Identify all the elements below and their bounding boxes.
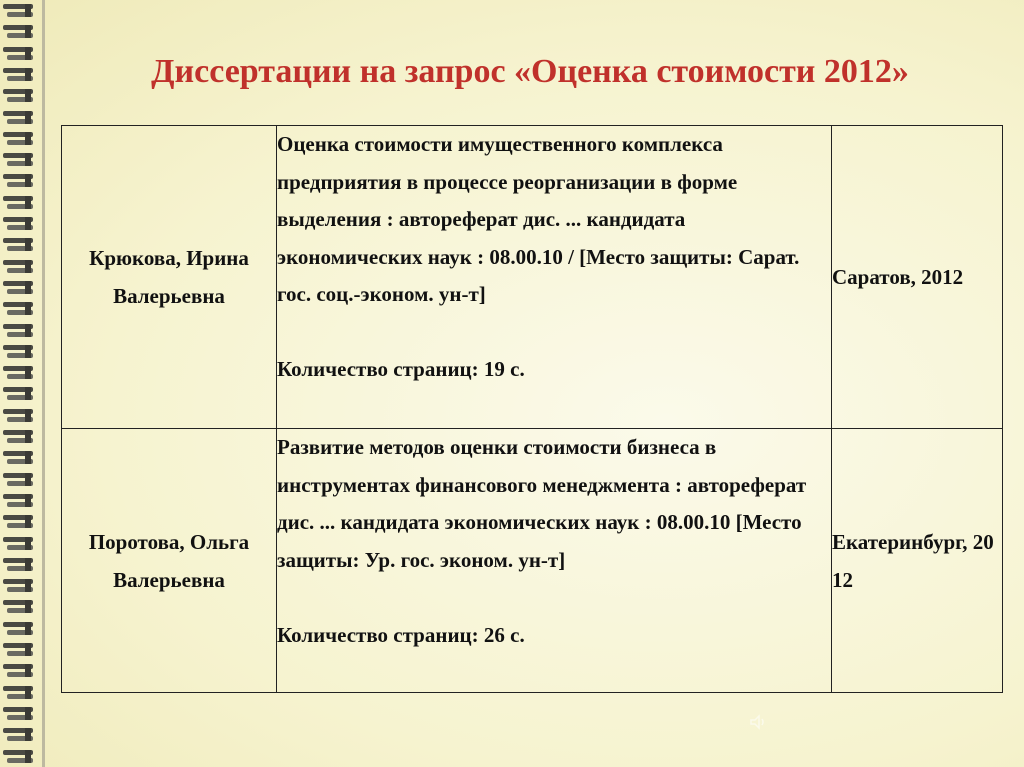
binding-ring <box>3 473 33 489</box>
binding-ring <box>3 537 33 553</box>
binding-ring <box>3 750 33 766</box>
binding-ring <box>3 25 33 41</box>
binding-ring <box>3 686 33 702</box>
binding-ring <box>3 515 33 531</box>
place-year-cell: Саратов, 2012 <box>832 126 1003 429</box>
binding-ring <box>3 196 33 212</box>
binding-ring <box>3 664 33 680</box>
table-row <box>62 126 1003 429</box>
binding-ring <box>3 707 33 723</box>
binding-ring <box>3 345 33 361</box>
author-cell: Поротова, Ольга Валерьевна <box>62 429 277 693</box>
binding-ring <box>3 430 33 446</box>
binding-ring <box>3 600 33 616</box>
binding-ring <box>3 238 33 254</box>
binding-ring <box>3 451 33 467</box>
binding-ring <box>3 494 33 510</box>
table-row <box>62 429 1003 693</box>
binding-ring <box>3 68 33 84</box>
binding-ring <box>3 89 33 105</box>
binding-ring <box>3 409 33 425</box>
slide-title: Диссертации на запрос «Оценка стоимости 2012» <box>151 53 909 90</box>
binding-ring <box>3 728 33 744</box>
binding-ring <box>3 643 33 659</box>
binding-ring <box>3 153 33 169</box>
binding-ring <box>3 217 33 233</box>
binding-ring <box>3 387 33 403</box>
binding-ring <box>3 324 33 340</box>
binding-ring <box>3 47 33 63</box>
dissertations-table <box>61 125 1003 693</box>
binding-ring <box>3 579 33 595</box>
place-year-cell: Екатеринбург, 2012 <box>832 429 1003 693</box>
binding-ring <box>3 132 33 148</box>
binding-ring <box>3 558 33 574</box>
sound-icon <box>748 712 768 732</box>
description-cell: Оценка стоимости имущественного комплекса предприятия в процессе реорганизации в форме выделения : автореферат дис. ... кандидата экономических наук : 08.00.10 / [Место защиты: Сарат. гос. соц.-эконом. ун-т] Количество страниц: 19 с. <box>277 126 832 429</box>
binding-ring <box>3 622 33 638</box>
author-cell: Крюкова, Ирина Валерьевна <box>62 126 277 429</box>
binding-ring <box>3 260 33 276</box>
binding-ring <box>3 366 33 382</box>
binding-ring <box>3 174 33 190</box>
margin-line <box>42 0 45 767</box>
binding-ring <box>3 111 33 127</box>
spiral-binding-icon <box>0 0 40 767</box>
binding-ring <box>3 281 33 297</box>
description-cell: Развитие методов оценки стоимости бизнеса в инструментах финансового менеджмента : автореферат дис. ... кандидата экономических наук : 08.00.10 [Место защиты: Ур. гос. эконом. ун-т] Количество страниц: 26 с. <box>277 429 832 693</box>
binding-ring <box>3 302 33 318</box>
binding-ring <box>3 4 33 20</box>
